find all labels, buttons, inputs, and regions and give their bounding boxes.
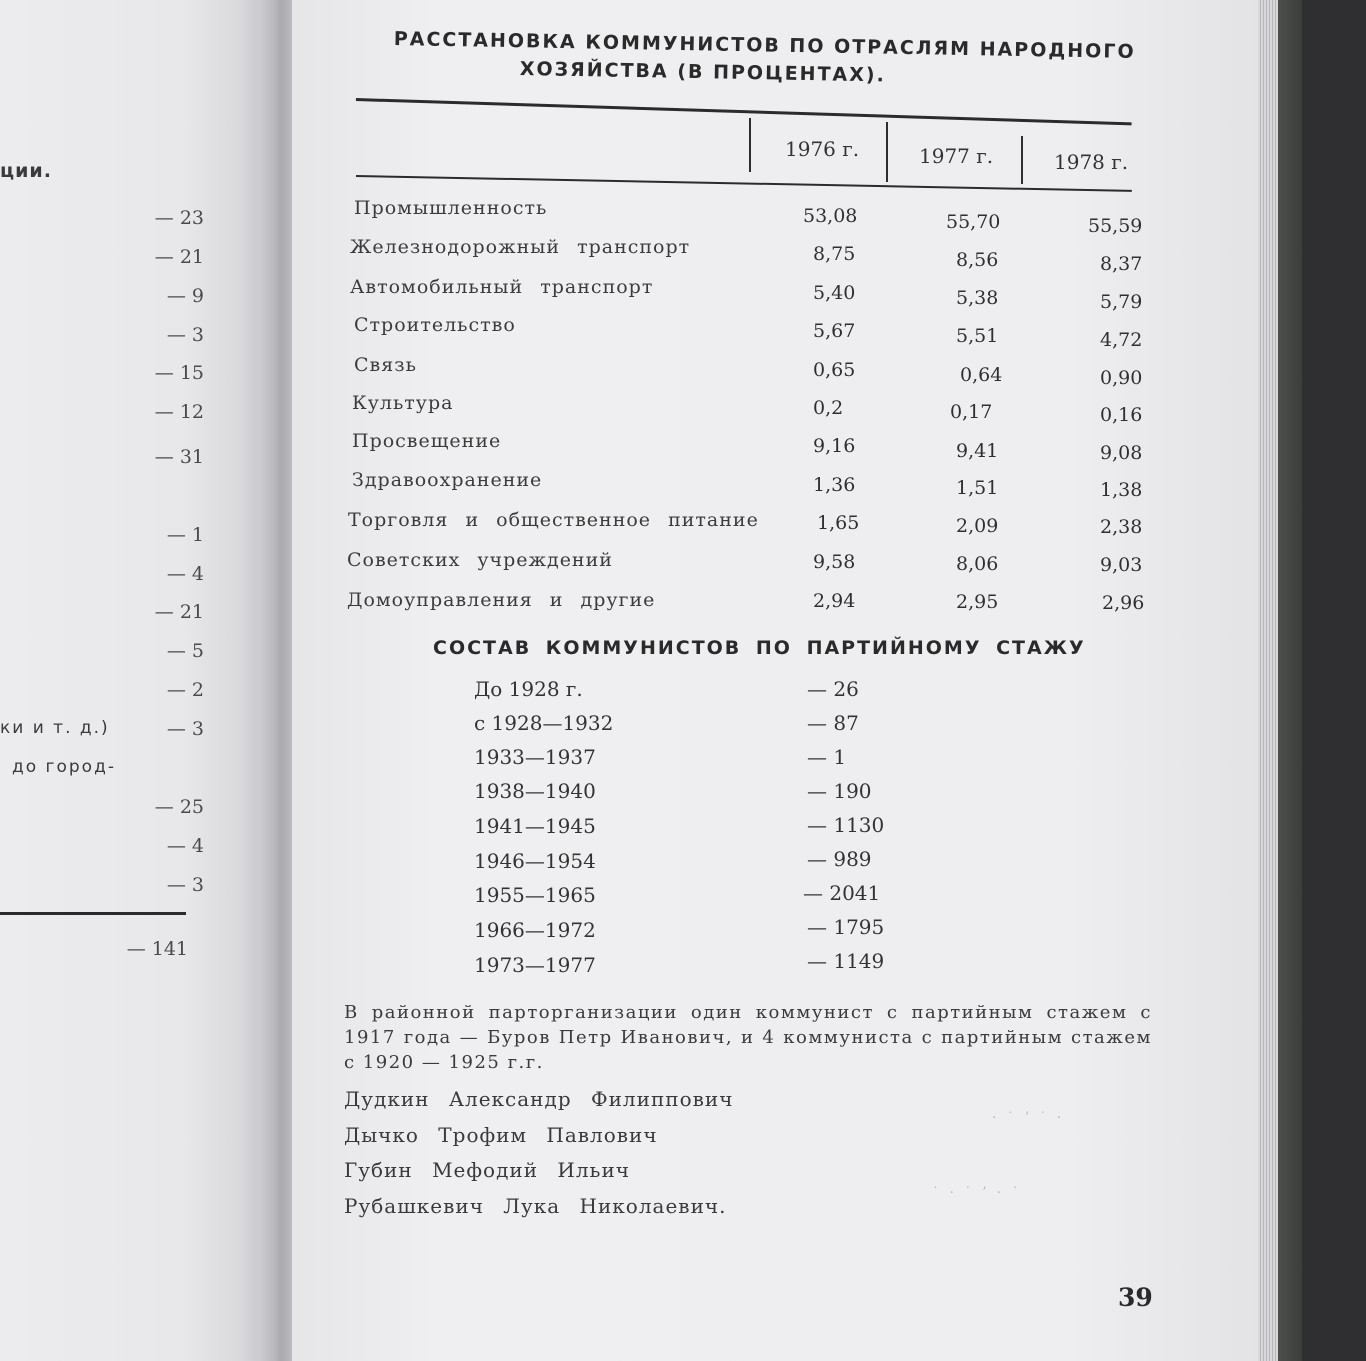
table1-column-header: 1977 г.: [919, 144, 994, 168]
table1-cell: 5,38: [956, 287, 999, 309]
table2-count: — 26: [807, 677, 859, 701]
table1-cell: 1,65: [817, 512, 860, 534]
table1-cell: 5,79: [1100, 291, 1143, 313]
table2-period: До 1928 г.: [474, 677, 583, 701]
left-page-total-rule: [0, 912, 186, 915]
table1-cell: 1,38: [1100, 479, 1143, 501]
table1-cell: 4,72: [1100, 329, 1143, 351]
table2-period: 1938—1940: [474, 779, 596, 803]
table1-row-label: Советских учреждений: [347, 549, 613, 571]
table1-cell: 2,38: [1100, 516, 1143, 538]
left-page-fragment: ции.: [0, 160, 52, 182]
table2-period: 1966—1972: [474, 918, 596, 942]
table2-count: — 190: [807, 779, 872, 803]
table1-row-label: Строительство: [354, 314, 516, 336]
note-name: Рубашкевич Лука Николаевич.: [344, 1194, 727, 1218]
table1-cell: 2,09: [956, 515, 999, 537]
left-page-fragment: ки и т. д.): [0, 718, 110, 738]
left-page-value: — 12: [154, 401, 204, 423]
bleed-through-marks: ˙ · ˙ ʼ · ˙: [932, 1185, 1022, 1201]
table1-row-label: Торговля и общественное питание: [348, 509, 759, 531]
table1-cell: 5,51: [956, 325, 999, 347]
table1-column-separator: [749, 118, 751, 172]
left-page-value: — 23: [154, 207, 204, 229]
left-page-value: — 5: [166, 640, 204, 662]
table1-cell: 5,40: [813, 282, 856, 304]
table2-count: — 1130: [807, 813, 885, 837]
note-name: Губин Мефодий Ильич: [344, 1158, 630, 1182]
left-page-value: — 3: [166, 874, 204, 896]
bleed-through-marks: · ˙ ʼ ˙ ·: [992, 1110, 1065, 1126]
table1-top-rule: [356, 98, 1132, 125]
table1-cell: 8,37: [1100, 253, 1143, 275]
right-page: [292, 0, 1260, 1361]
left-page-value: — 21: [154, 246, 204, 268]
table1-column-separator: [886, 122, 888, 182]
table1-cell: 0,90: [1100, 367, 1143, 389]
left-page-value: — 3: [166, 324, 204, 346]
left-page: [0, 0, 262, 1361]
note-paragraph: В районной парторганизации один коммунист с партийным стажем с 1917 года — Буров Петр Иванович, и 4 коммуниста с партийным стажем с 1920 — 1925 г.г.: [344, 1002, 1152, 1073]
left-page-value: — 9: [166, 285, 204, 307]
table1-cell: 9,41: [956, 440, 999, 462]
table2-count: — 2041: [803, 881, 881, 905]
table1-cell: 0,2: [813, 397, 844, 419]
left-page-value: — 4: [166, 835, 204, 857]
table2-count: — 989: [807, 847, 872, 871]
table2-period: 1955—1965: [474, 883, 596, 907]
table1-row-label: Связь: [354, 354, 417, 376]
table1-column-separator: [1021, 136, 1023, 184]
table1-cell: 55,59: [1088, 215, 1143, 237]
table2-period: 1941—1945: [474, 814, 596, 838]
left-page-value: — 3: [166, 718, 204, 740]
table1-title-line2: ХОЗЯЙСТВА (В ПРОЦЕНТАХ).: [519, 58, 886, 87]
table1-cell: 1,36: [813, 474, 856, 496]
table1-cell: 1,51: [956, 477, 999, 499]
table1-cell: 0,16: [1100, 404, 1143, 426]
left-page-value: — 25: [154, 796, 204, 818]
table1-cell: 53,08: [803, 205, 858, 227]
table1-cell: 2,96: [1102, 592, 1145, 614]
left-page-total: — 141: [126, 938, 188, 960]
table1-cell: 9,03: [1100, 554, 1143, 576]
table1-cell: 2,94: [813, 590, 856, 612]
table1-cell: 9,58: [813, 551, 856, 573]
table2-period: 1973—1977: [474, 953, 596, 977]
left-page-value: — 1: [166, 524, 204, 546]
left-page-value: — 4: [166, 563, 204, 585]
table1-title-line1: РАССТАНОВКА КОММУНИСТОВ ПО ОТРАСЛЯМ НАРОДНОГО: [393, 28, 1136, 63]
table2-count: — 1795: [807, 915, 885, 939]
table1-cell: 2,95: [956, 591, 999, 613]
table2-title: СОСТАВ КОММУНИСТОВ ПО ПАРТИЙНОМУ СТАЖУ: [433, 637, 1086, 659]
table1-row-label: Промышленность: [354, 197, 548, 219]
note-name: Дычко Трофим Павлович: [344, 1123, 658, 1147]
table1-column-header: 1976 г.: [785, 137, 860, 161]
table1-cell: 9,16: [813, 435, 856, 457]
table1-row-label: Железнодорожный транспорт: [350, 236, 691, 258]
page-number: 39: [1118, 1283, 1153, 1312]
table1-cell: 55,70: [946, 211, 1001, 233]
table1-cell: 9,08: [1100, 442, 1143, 464]
table2-period: 1946—1954: [474, 849, 596, 873]
table1-row-label: Культура: [352, 392, 454, 414]
book-cover-edge: [1278, 0, 1302, 1361]
table1-row-label: Автомобильный транспорт: [350, 276, 654, 298]
left-page-value: — 2: [166, 679, 204, 701]
table1-row-label: Просвещение: [352, 430, 502, 452]
table1-header-rule: [356, 175, 1132, 192]
table1-cell: 0,17: [950, 401, 993, 423]
table1-cell: 8,75: [813, 243, 856, 265]
table2-count: — 1: [807, 745, 847, 769]
left-page-value: — 15: [154, 362, 204, 384]
left-page-value: — 21: [154, 601, 204, 623]
table1-row-label: Здравоохранение: [352, 469, 543, 491]
table1-column-header: 1978 г.: [1054, 150, 1129, 174]
table2-count: — 1149: [807, 949, 885, 973]
table1-cell: 0,65: [813, 359, 856, 381]
table2-count: — 87: [807, 711, 859, 735]
table1-cell: 8,56: [956, 249, 999, 271]
table1-cell: 0,64: [960, 364, 1003, 386]
left-page-fragment: до город-: [12, 757, 116, 777]
left-page-value: — 31: [154, 446, 204, 468]
table1-cell: 5,67: [813, 320, 856, 342]
table1-cell: 8,06: [956, 553, 999, 575]
table2-period: 1933—1937: [474, 745, 596, 769]
page-stack-edge: [1258, 0, 1278, 1361]
table2-period: с 1928—1932: [474, 711, 614, 735]
note-name: Дудкин Александр Филиппович: [344, 1087, 734, 1111]
table1-row-label: Домоуправления и другие: [347, 589, 656, 611]
